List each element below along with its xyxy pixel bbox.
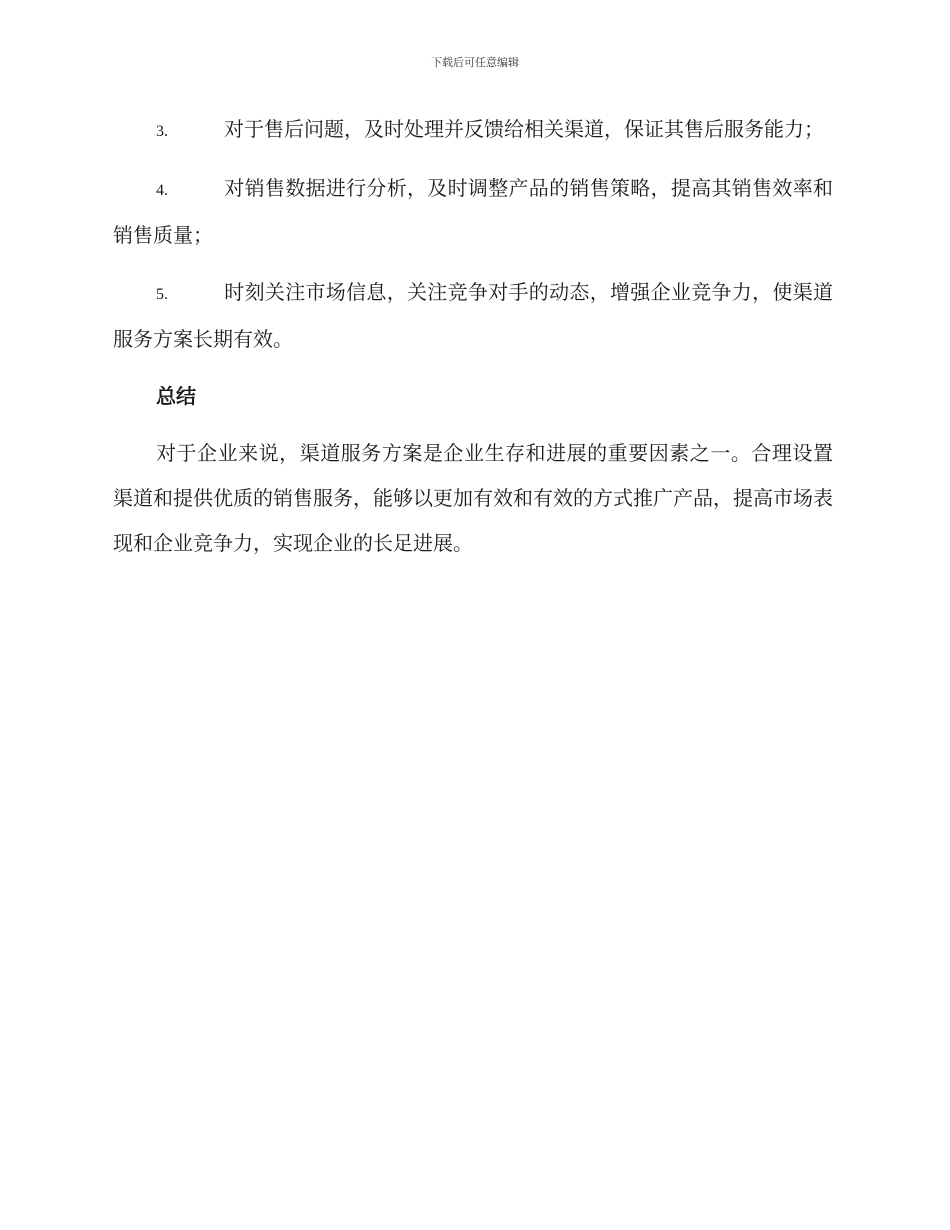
list-item	[113, 270, 833, 362]
list-item-number: 3.	[156, 123, 168, 140]
list-item-text: 对销售数据进行分析，及时调整产品的销售策略，提高其销售效率和销售质量；	[113, 176, 833, 247]
summary-paragraph: 对于企业来说，渠道服务方案是企业生存和进展的重要因素之一。合理设置渠道和提供优质的销售服务，能够以更加有效和有效的方式推广产品，提高市场表现和企业竞争力，实现企业的长足进展。	[113, 441, 833, 555]
page-header: 下载后可任意编辑	[431, 56, 519, 69]
list-item-text: 对于售后问题，及时处理并反馈给相关渠道，保证其售后服务能力；	[224, 117, 824, 141]
list-item-number: 5.	[156, 286, 168, 303]
list-item	[113, 166, 833, 258]
list-item-text: 时刻关注市场信息，关注竞争对手的动态，增强企业竞争力，使渠道服务方案长期有效。	[113, 280, 833, 351]
list-item-number: 4.	[156, 182, 168, 199]
summary-heading: 总结	[156, 384, 196, 408]
document-content	[113, 107, 833, 566]
list-item	[113, 107, 833, 154]
